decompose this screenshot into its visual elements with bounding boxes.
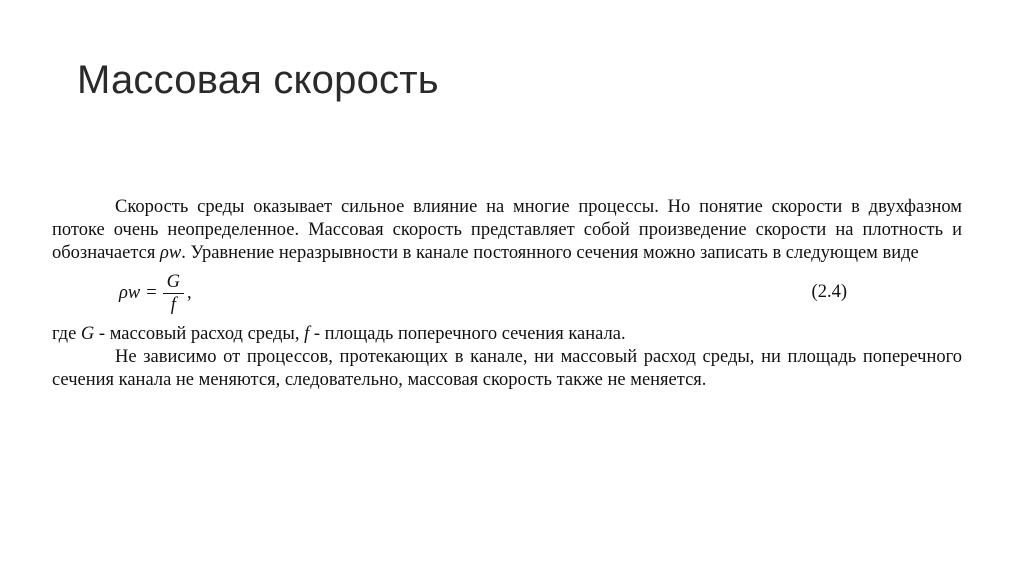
formula-comma: , [187, 282, 192, 303]
where-g-text: - массовый расход среды, [98, 324, 300, 344]
paragraph-intro [52, 196, 962, 265]
paragraph-intro-tail: . Уравнение неразрывности в канале постоянного сечения можно записать в следующем виде [181, 243, 919, 263]
paragraph-conclusion: Не зависимо от процессов, протекающих в канале, ни массовый расход среды, ни площадь поперечного сечения канала не меняются, следовательно, массовая скорость также не меняется. [52, 347, 962, 390]
where-g-symbol: G [80, 324, 95, 344]
formula-line [52, 267, 962, 319]
formula-equals: = [146, 282, 157, 303]
where-f-text: - площадь поперечного сечения канала. [313, 324, 626, 344]
formula-lhs: ρw [119, 282, 141, 303]
mass-velocity-symbol: ρw [159, 243, 182, 263]
slide-title: Массовая скорость [77, 58, 439, 102]
formula-denominator: f [170, 294, 176, 315]
equation-number: (2.4) [811, 282, 847, 302]
paragraph-where [52, 323, 962, 346]
continuity-equation [119, 267, 192, 319]
body-text [52, 196, 962, 392]
paragraph-intro-text: Скорость среды оказывает сильное влияние на многие процессы. Но понятие скорости в двухфазном потоке очень неопределенное. Массовая скорость представляет собой произведение скорости на плотность и обозначается [52, 197, 962, 263]
formula-fraction [163, 271, 184, 316]
where-prefix: где [52, 324, 77, 344]
formula-numerator: G [163, 271, 184, 294]
where-f-symbol: f [304, 324, 310, 344]
